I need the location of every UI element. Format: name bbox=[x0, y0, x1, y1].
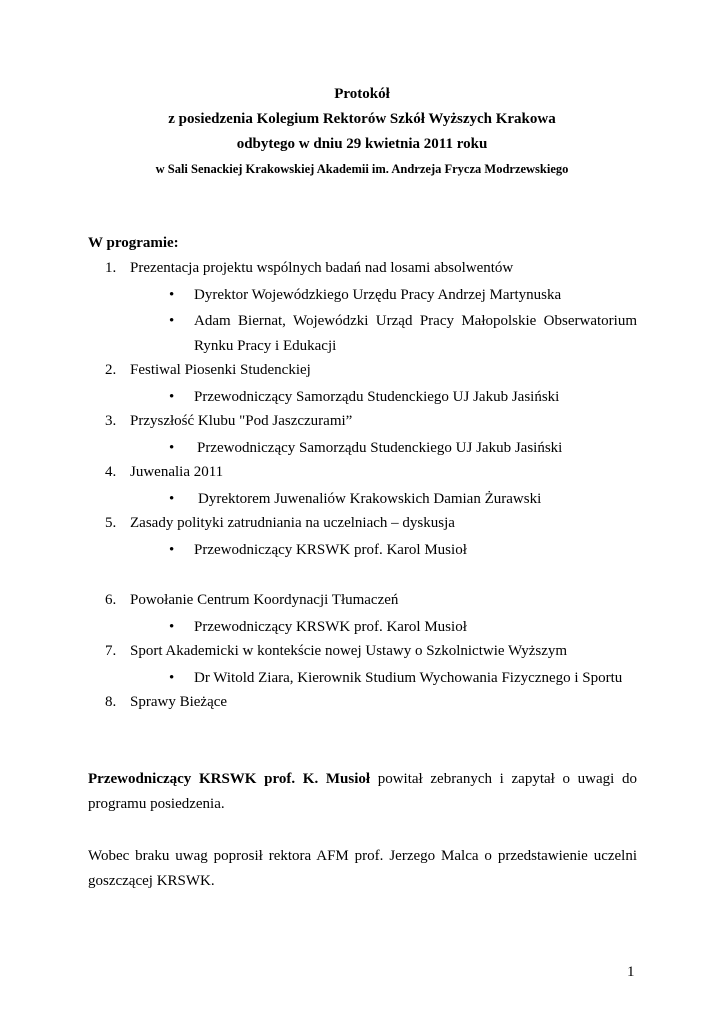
agenda-item-text: Powołanie Centrum Koordynacji Tłumaczeń bbox=[130, 592, 399, 608]
paragraph-greeting-line1 bbox=[88, 771, 637, 788]
agenda-heading: W programie: bbox=[88, 235, 179, 251]
bullet-icon: • bbox=[169, 619, 175, 635]
paragraph-request-line2: goszczącej KRSWK. bbox=[88, 873, 215, 889]
agenda-item-number: 5. bbox=[105, 515, 117, 531]
bullet-icon: • bbox=[169, 491, 175, 507]
agenda-item-text: Juwenalia 2011 bbox=[130, 464, 224, 480]
chairman-name: Przewodniczący KRSWK prof. K. Musioł bbox=[88, 771, 371, 787]
document-subtitle: z posiedzenia Kolegium Rektorów Szkół Wyższych Krakowa bbox=[168, 111, 556, 127]
agenda-item-number: 3. bbox=[105, 413, 117, 429]
agenda-item-text: Przyszłość Klubu "Pod Jaszczurami” bbox=[130, 413, 353, 429]
page-number: 1 bbox=[627, 964, 635, 980]
agenda-speaker: Przewodniczący KRSWK prof. Karol Musioł bbox=[194, 619, 467, 635]
bullet-icon: • bbox=[169, 670, 175, 686]
bullet-icon: • bbox=[169, 313, 175, 329]
agenda-item-number: 8. bbox=[105, 694, 117, 710]
agenda-item-number: 6. bbox=[105, 592, 117, 608]
agenda-speaker: Adam Biernat, Wojewódzki Urząd Pracy Małopolskie Obserwatorium bbox=[194, 313, 637, 329]
agenda-speaker: Przewodniczący Samorządu Studenckiego UJ Jakub Jasiński bbox=[194, 389, 560, 405]
agenda-item-number: 1. bbox=[105, 260, 117, 276]
bullet-icon: • bbox=[169, 440, 175, 456]
agenda-item-text: Sport Akademicki w kontekście nowej Ustawy o Szkolnictwie Wyższym bbox=[130, 643, 568, 659]
paragraph-request-line1: Wobec braku uwag poprosił rektora AFM prof. Jerzego Malca o przedstawienie uczelni bbox=[88, 848, 637, 864]
agenda-item-text: Sprawy Bieżące bbox=[130, 694, 228, 710]
agenda-speaker-continuation: Rynku Pracy i Edukacji bbox=[194, 338, 337, 354]
agenda-speaker: Dyrektorem Juwenaliów Krakowskich Damian Żurawski bbox=[198, 491, 542, 507]
paragraph-greeting-line2: programu posiedzenia. bbox=[88, 796, 225, 812]
agenda-speaker: Przewodniczący Samorządu Studenckiego UJ Jakub Jasiński bbox=[197, 440, 563, 456]
agenda-item-text: Festiwal Piosenki Studenckiej bbox=[130, 362, 311, 378]
bullet-icon: • bbox=[169, 542, 175, 558]
bullet-icon: • bbox=[169, 287, 175, 303]
agenda-speaker: Dyrektor Wojewódzkiego Urzędu Pracy Andrzej Martynuska bbox=[194, 287, 562, 303]
agenda-item-number: 7. bbox=[105, 643, 117, 659]
greeting-text: powitał zebranych i zapytał o uwagi do bbox=[377, 771, 637, 787]
document-title: Protokół bbox=[334, 86, 390, 102]
agenda-speaker: Dr Witold Ziara, Kierownik Studium Wychowania Fizycznego i Sportu bbox=[194, 670, 623, 686]
agenda-item-text: Zasady polityki zatrudniania na uczelniach – dyskusja bbox=[130, 515, 455, 531]
meeting-date: odbytego w dniu 29 kwietnia 2011 roku bbox=[236, 136, 488, 152]
meeting-location: w Sali Senackiej Krakowskiej Akademii im. Andrzeja Frycza Modrzewskiego bbox=[155, 162, 569, 176]
bullet-icon: • bbox=[169, 389, 175, 405]
agenda-speaker: Przewodniczący KRSWK prof. Karol Musioł bbox=[194, 542, 467, 558]
agenda-item-text: Prezentacja projektu wspólnych badań nad losami absolwentów bbox=[130, 260, 514, 276]
agenda-item-number: 4. bbox=[105, 464, 117, 480]
agenda-item-number: 2. bbox=[105, 362, 117, 378]
